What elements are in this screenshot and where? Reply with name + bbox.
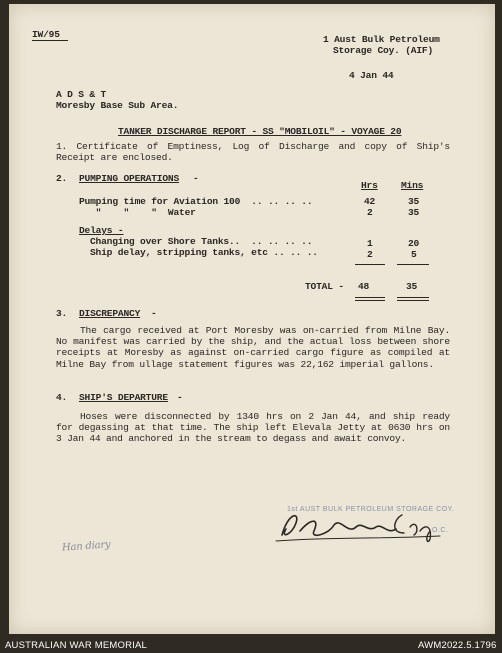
unit-stamp-line2: O.C. [432, 527, 449, 534]
document-date: 4 Jan 44 [349, 70, 394, 81]
paragraph-1: 1. Certificate of Emptiness, Log of Discharge and copy of Ship's Receipt are enclosed. [56, 141, 450, 164]
total-double-rule-mins-2 [397, 300, 429, 301]
addressee-line2: Moresby Base Sub Area. [56, 100, 179, 111]
total-double-rule-mins-1 [397, 297, 429, 298]
margin-note: Han diary [61, 539, 111, 554]
row-ship-delay-hrs: 2 [367, 249, 373, 260]
row-shore-tanks-label: Changing over Shore Tanks.. .. .. .. .. [90, 236, 313, 247]
section-4-heading: SHIP'S DEPARTURE [79, 392, 168, 403]
addressee-line1: A D S & T [56, 89, 107, 100]
total-double-rule-hrs-2 [355, 300, 385, 301]
paragraph-4: Hoses were disconnected by 1340 hrs on 2 Jan 44, and ship ready for degassing at that time. The ship left Elevala Jetty at 0630 hrs on 3 Jan 44 and anchored in the stream to degass and await convoy. [56, 411, 450, 445]
row-shore-tanks-mins: 20 [408, 238, 420, 249]
row-aviation-label: Pumping time for Aviation 100 .. .. .. .. [79, 196, 313, 207]
total-mins: 35 [406, 281, 418, 292]
report-title: TANKER DISCHARGE REPORT - SS "MOBILOIL" - VOYAGE 20 [118, 126, 402, 137]
row-water-label: " " " Water [79, 207, 196, 218]
unit-name-line2: Storage Coy. (AIF) [333, 45, 434, 56]
total-rule-mins [397, 264, 429, 265]
footer-accession-number: AWM2022.5.1796 [418, 640, 497, 651]
total-rule-hrs [355, 264, 385, 265]
row-ship-delay-label: Ship delay, stripping tanks, etc .. .. .. [90, 247, 318, 258]
row-ship-delay-mins: 5 [411, 249, 417, 260]
row-water-hrs: 2 [367, 207, 373, 218]
total-hrs: 48 [358, 281, 370, 292]
section-2-dash: - [193, 173, 199, 184]
row-aviation-mins: 35 [408, 196, 420, 207]
delays-heading: Delays - [79, 225, 124, 236]
section-3-heading: DISCREPANCY [79, 308, 141, 319]
paragraph-3: The cargo received at Port Moresby was on-carried from Milne Bay. No manifest was carried by the ship, and the actual loss between shore receipts at Moresby as against on-carried cargo figure as compiled at Milne Bay from ullage statement figures was 22,162 imperial gallons. [56, 325, 450, 370]
section-3-dash: - [151, 308, 157, 319]
footer-source: AUSTRALIAN WAR MEMORIAL [5, 640, 148, 651]
total-label: TOTAL - [305, 281, 344, 292]
section-3-number: 3. [56, 308, 68, 319]
row-water-mins: 35 [408, 207, 420, 218]
total-double-rule-hrs-1 [355, 297, 385, 298]
row-shore-tanks-hrs: 1 [367, 238, 373, 249]
column-header-hrs: Hrs [361, 180, 378, 191]
file-reference: IW/95 [32, 29, 60, 40]
signature-scrawl [270, 505, 455, 545]
section-2-heading: PUMPING OPERATIONS [79, 173, 180, 184]
row-aviation-hrs: 42 [364, 196, 376, 207]
section-4-number: 4. [56, 392, 68, 403]
column-header-mins: Mins [401, 180, 424, 191]
file-reference-underline [32, 40, 68, 41]
unit-name-line1: 1 Aust Bulk Petroleum [323, 34, 440, 45]
section-4-dash: - [177, 392, 183, 403]
unit-stamp-line1: 1st AUST BULK PETROLEUM STORAGE COY. [287, 506, 455, 513]
section-2-number: 2. [56, 173, 68, 184]
